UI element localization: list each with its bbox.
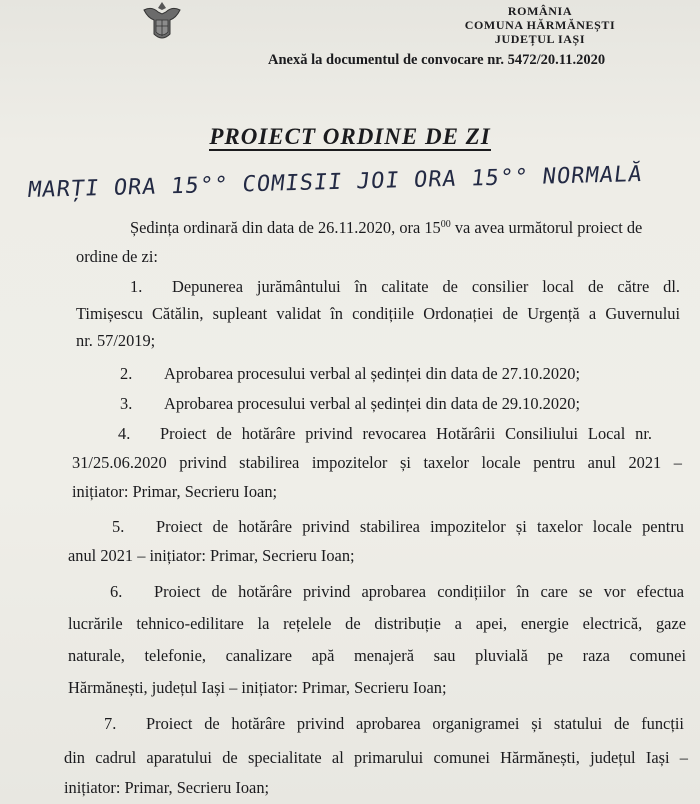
- agenda-item-line: anul 2021 – inițiator: Primar, Secrieru Ioan;: [68, 546, 355, 565]
- coat-of-arms-icon: [140, 0, 184, 44]
- agenda-item-line: Aprobarea procesului verbal al ședinței din data de 27.10.2020;: [164, 364, 581, 383]
- agenda-item-line: Proiect de hotărâre privind stabilirea impozitelor și taxelor locale pentru: [156, 517, 684, 536]
- agenda-item-line: lucrările tehnico-edilitare la rețelele de distribuție a apei, energie electrică, gaze: [68, 614, 686, 633]
- item-number: 3.: [120, 394, 133, 413]
- agenda-item-line: inițiator: Primar, Secrieru Ioan;: [72, 482, 278, 501]
- page-title: [0, 124, 700, 150]
- intro-text: Ședința ordinară din data de 26.11.2020, ora 15: [130, 218, 441, 237]
- agenda-item-line: nr. 57/2019;: [76, 331, 156, 350]
- agenda-item-line: naturale, telefonie, canalizare apă menajeră sau pluvială pe raza comunei: [68, 646, 686, 665]
- item-number: 2.: [120, 364, 133, 383]
- agenda-item-line: Aprobarea procesului verbal al ședinței din data de 29.10.2020;: [164, 394, 581, 413]
- intro-line-2: ordine de zi:: [76, 247, 158, 266]
- intro-time-superscript: 00: [440, 219, 451, 230]
- agenda-item-line: Hărmănești, județul Iași – inițiator: Primar, Secrieru Ioan;: [68, 678, 447, 697]
- intro-line-1: [130, 218, 642, 238]
- agenda-item-line: 31/25.06.2020 privind stabilirea impozitelor și taxelor locale pentru anul 2021 –: [72, 453, 682, 472]
- item-number: 1.: [130, 277, 143, 296]
- annex-reference: Anexă la documentul de convocare nr. 5472/20.11.2020: [268, 52, 606, 68]
- agenda-item-line: Proiect de hotărâre privind aprobarea organigramei și statului de funcții: [146, 714, 684, 733]
- agenda-item-line: Proiect de hotărâre privind aprobarea condițiilor în care se vor efectua: [154, 582, 684, 601]
- item-number: 6.: [110, 582, 123, 601]
- item-number: 7.: [104, 714, 117, 733]
- agenda-item-line: Depunerea jurământului în calitate de consilier local de către dl.: [172, 277, 680, 296]
- item-number: 5.: [112, 517, 125, 536]
- agenda-item-line: Timișescu Cătălin, supleant validat în condițiile Ordonației de Urgență a Guvernului: [76, 304, 680, 323]
- intro-text-end: va avea următorul proiect de: [450, 218, 643, 237]
- header-country: ROMÂNIA: [507, 4, 573, 18]
- page-title-text: PROIECT ORDINE DE ZI: [209, 124, 491, 149]
- handwritten-note: MARȚI ORA 15°° COMISII JOI ORA 15°° NORMALĂ: [26, 161, 645, 203]
- agenda-item-line: din cadrul aparatului de specialitate al primarului comunei Hărmănești, județul Iași –: [64, 748, 688, 767]
- agenda-item-line: inițiator: Primar, Secrieru Ioan;: [64, 778, 270, 797]
- header-county: JUDEȚUL IAȘI: [494, 32, 586, 46]
- item-number: 4.: [118, 424, 131, 443]
- agenda-item-line: Proiect de hotărâre privind revocarea Hotărârii Consiliului Local nr.: [160, 424, 652, 443]
- header-commune: COMUNA HĂRMĂNEȘTI: [464, 18, 616, 32]
